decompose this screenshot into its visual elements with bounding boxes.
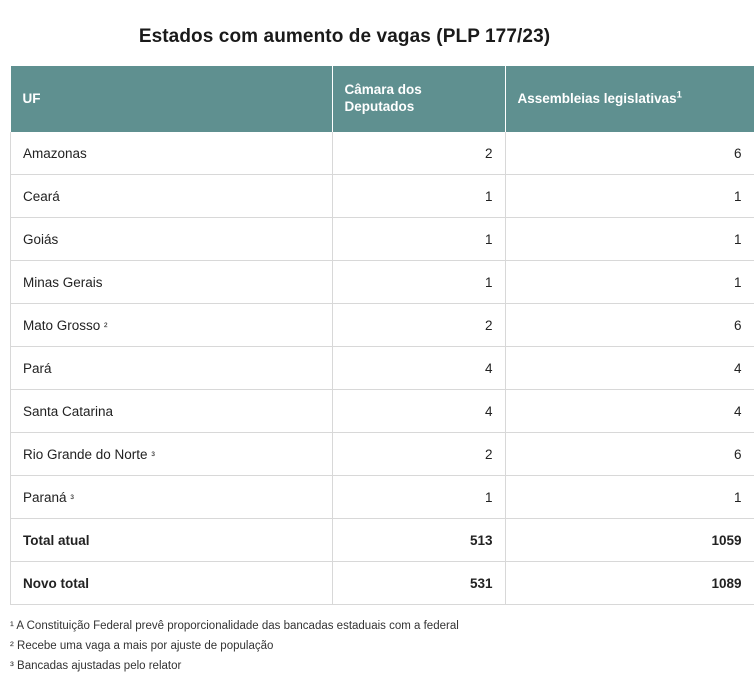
footnote-1: ¹ A Constituição Federal prevê proporcionalidade das bancadas estaduais com a federal: [10, 620, 459, 632]
table-row: [11, 175, 754, 218]
cell-uf: Total atual: [11, 519, 333, 562]
uf-footnote-marker: ³: [70, 492, 74, 505]
footnote-marker-1: 1: [676, 89, 682, 101]
cell-assembleias: 1089: [505, 562, 754, 605]
cell-camara: 2: [332, 304, 505, 347]
cell-uf: Novo total: [11, 562, 333, 605]
table-row: [11, 390, 754, 433]
table-row: [11, 304, 754, 347]
cell-camara: 1: [332, 218, 505, 261]
uf-label: Pará: [23, 360, 52, 376]
cell-uf: [11, 218, 333, 261]
column-header-assembleias: [505, 66, 754, 132]
uf-label: Minas Gerais: [23, 274, 103, 290]
table-header-row: [11, 66, 754, 132]
cell-uf: [11, 390, 333, 433]
table-row: [11, 132, 754, 175]
cell-uf: [11, 261, 333, 304]
cell-assembleias: 1059: [505, 519, 754, 562]
cell-camara: 1: [332, 175, 505, 218]
column-header-uf: UF: [11, 66, 333, 132]
cell-assembleias: 1: [505, 261, 754, 304]
uf-label: Santa Catarina: [23, 403, 114, 419]
uf-footnote-marker: ³: [151, 449, 155, 462]
cell-camara: 2: [332, 433, 505, 476]
cell-uf: [11, 175, 333, 218]
uf-label: Goiás: [23, 231, 59, 247]
page-title: Estados com aumento de vagas (PLP 177/23): [138, 26, 551, 47]
table-row: [11, 476, 754, 519]
column-header-camara: Câmara dos Deputados: [332, 66, 505, 132]
uf-footnote-marker: ²: [104, 320, 108, 333]
uf-label: Ceará: [23, 188, 60, 204]
table-body: [11, 132, 754, 605]
table-row: [11, 347, 754, 390]
footnote-3: ³ Bancadas ajustadas pelo relator: [10, 659, 182, 672]
cell-uf: [11, 304, 333, 347]
table-row: [11, 261, 754, 304]
footnotes: [10, 617, 679, 676]
cell-camara: 1: [332, 261, 505, 304]
cell-camara: 1: [332, 476, 505, 519]
table-row: [11, 433, 754, 476]
cell-assembleias: 1: [505, 218, 754, 261]
footnote-2: ² Recebe uma vaga a mais por ajuste de população: [10, 639, 274, 652]
cell-assembleias: 1: [505, 476, 754, 519]
cell-assembleias: 4: [505, 347, 754, 390]
cell-assembleias: 1: [505, 175, 754, 218]
cell-camara: 2: [332, 132, 505, 175]
cell-camara: 531: [332, 562, 505, 605]
table-row: [11, 218, 754, 261]
cell-assembleias: 4: [505, 390, 754, 433]
cell-camara: 4: [332, 390, 505, 433]
uf-label: Mato Grosso: [23, 317, 101, 333]
cell-uf: [11, 132, 333, 175]
uf-label: Paraná: [23, 489, 67, 505]
uf-label: Rio Grande do Norte: [23, 446, 148, 462]
cell-assembleias: 6: [505, 132, 754, 175]
column-header-assembleias-label: Assembleias legislativas: [517, 90, 677, 106]
cell-uf: [11, 476, 333, 519]
table-total-row: [11, 562, 754, 605]
cell-assembleias: 6: [505, 304, 754, 347]
cell-assembleias: 6: [505, 433, 754, 476]
table-header: [11, 66, 754, 132]
cell-uf: [11, 347, 333, 390]
cell-camara: 513: [332, 519, 505, 562]
cell-camara: 4: [332, 347, 505, 390]
cell-uf: [11, 433, 333, 476]
table-total-row: [11, 519, 754, 562]
vagas-table: [10, 66, 754, 605]
table-container: [10, 66, 742, 605]
uf-label: Amazonas: [23, 145, 87, 161]
